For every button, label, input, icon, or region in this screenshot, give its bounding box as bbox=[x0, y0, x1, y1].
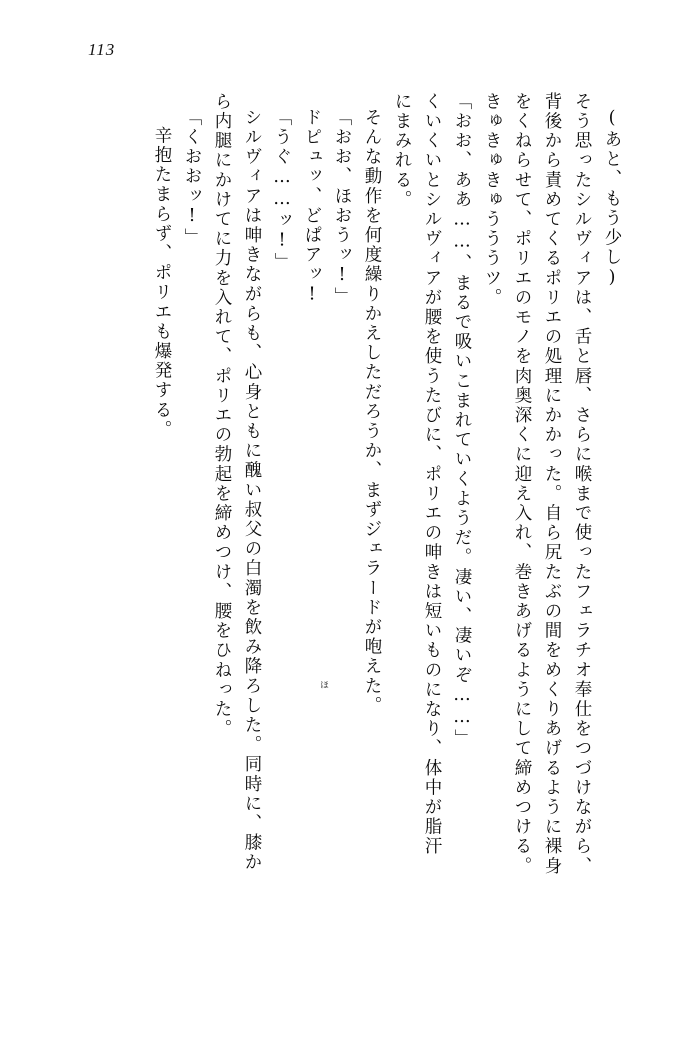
text-column: シルヴィアは呻きながらも、心身ともに醜い叔父の白濁を飲み降ろした。同時に、膝か bbox=[242, 108, 262, 873]
text-column: ドピュッ、どぱアッ! bbox=[302, 108, 322, 307]
text-column: 辛抱たまらず、ポリエも爆発する。 bbox=[152, 126, 172, 440]
text-column: ら内腿にかけてに力を入れて、ポリエの勃起を締めつけ、腰をひねった。 bbox=[212, 92, 232, 739]
text-column: 背後から責めてくるポリエの処理にかかった。自ら尻たぶの間をめくりあげるように裸身 bbox=[542, 92, 562, 876]
text-column: くいくいとシルヴィアが腰を使うたびに、ポリエの呻きは短いものになり、体中が脂汗 bbox=[422, 92, 442, 857]
text-column: きゅきゅきゅうううツ。 bbox=[482, 92, 502, 308]
ruby-annotation: ほ bbox=[318, 680, 328, 689]
vertical-text-block bbox=[60, 92, 620, 992]
text-column: 「くおおッ!」 bbox=[182, 108, 202, 248]
text-column: そんな動作を何度繰りかえしただろうか、まずジェラードが咆えた。 bbox=[362, 108, 382, 716]
text-column: にまみれる。 bbox=[392, 92, 412, 210]
text-column: をくねらせて、ポリエのモノを肉奥深くに迎え入れ、巻きあげるようにして締めつける。 bbox=[512, 92, 532, 876]
text-column: (あと、もう少し) bbox=[602, 108, 622, 290]
text-column: 「おお、ほおうッ!」 bbox=[332, 108, 352, 307]
text-column: そう思ったシルヴィアは、舌と唇、さらに喉まで使ったフェラチオ奉仕をつづけながら、 bbox=[572, 92, 592, 876]
text-column: 「うぐ……ッ!」 bbox=[272, 108, 292, 273]
text-column: 「おお、ああ……、まるで吸いこまれていくようだ。凄い、凄いぞ……」 bbox=[452, 92, 472, 749]
page-number: 113 bbox=[88, 40, 116, 59]
